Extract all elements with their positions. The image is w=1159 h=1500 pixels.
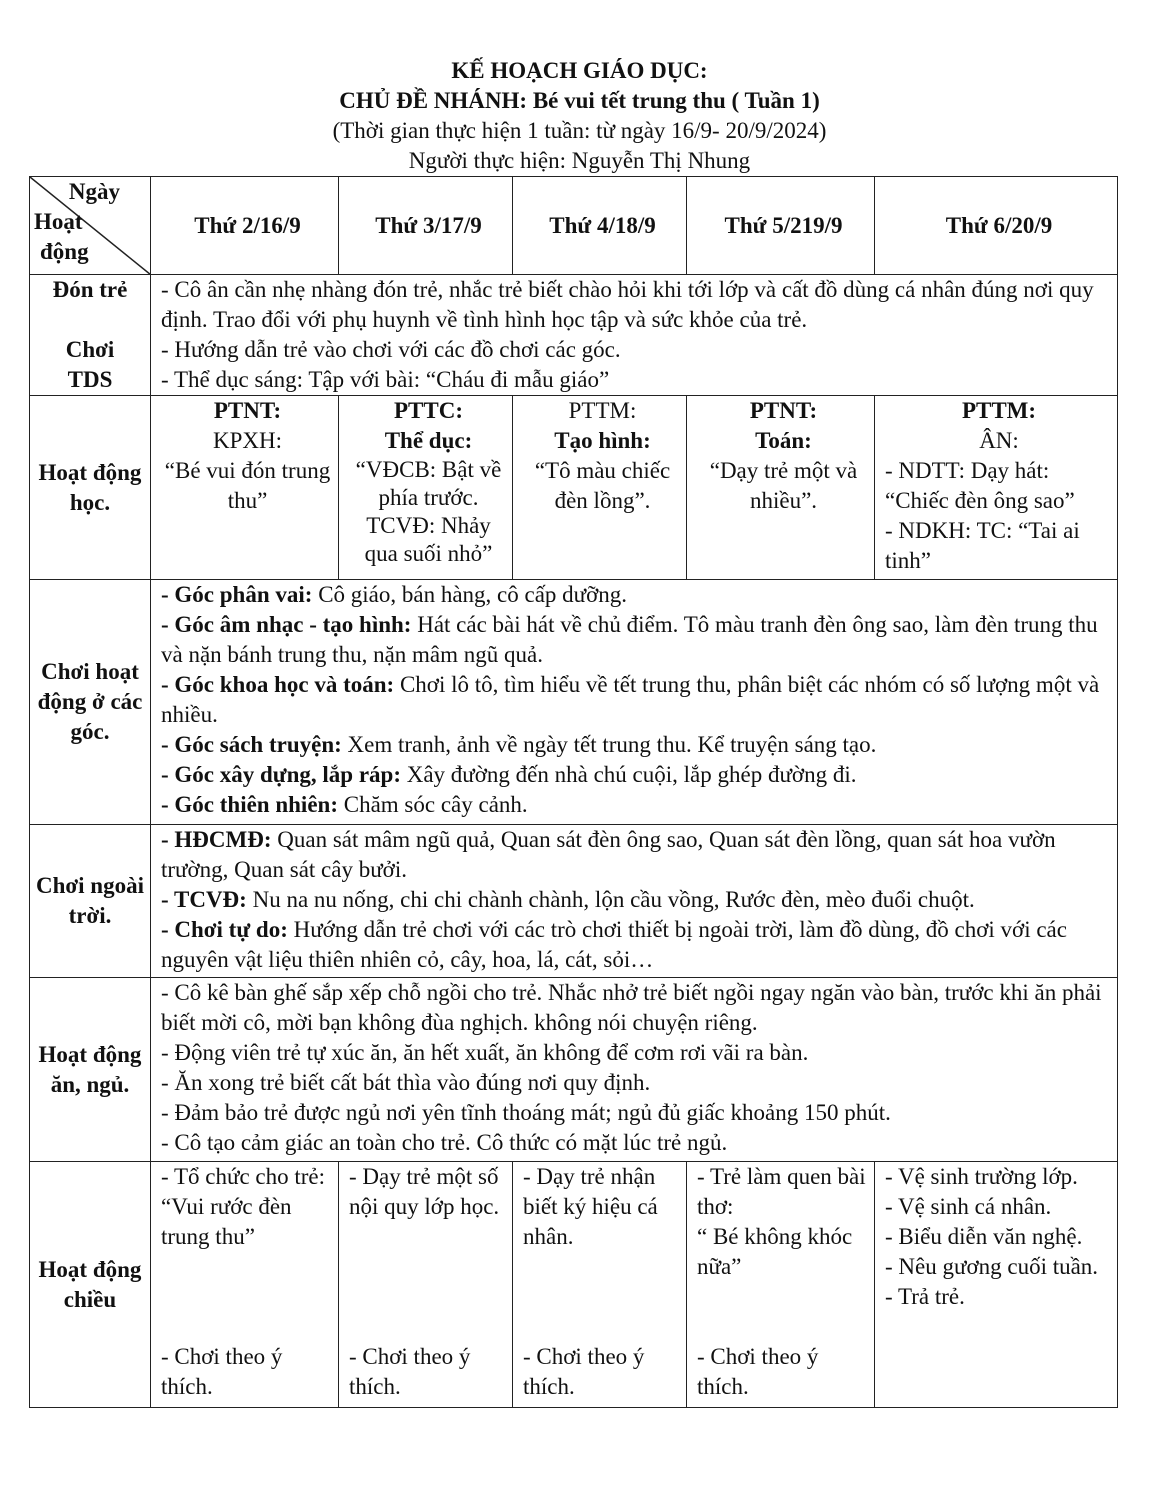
ngoai-troi-item: - Chơi tự do: Hướng dẫn trẻ chơi với các trò chơi thiết bị ngoài trời, làm đồ dùng, đồ chơi với các nguyên vật liệu thiên nhiên cỏ, cây, hoa, lá, cát, sỏi… bbox=[161, 917, 1067, 972]
doc-title: KẾ HOẠCH GIÁO DỤC: bbox=[451, 58, 708, 83]
ngoai-troi-content bbox=[151, 825, 1118, 978]
day-header-wed: Thứ 4/18/9 bbox=[513, 177, 687, 275]
afternoon-mon: - Tổ chức cho trẻ: “Vui rước đèn trung thu” - Chơi theo ý thích. bbox=[151, 1162, 339, 1408]
goc-item: - Góc sách truyện: Xem tranh, ảnh về ngày tết trung thu. Kể truyện sáng tạo. bbox=[161, 732, 877, 757]
afternoon-thu: - Trẻ làm quen bài thơ: “ Bé không khóc nữa” - Chơi theo ý thích. bbox=[687, 1162, 875, 1408]
lesson-thu: PTNT: Toán: “Dạy trẻ một và nhiều”. bbox=[687, 396, 875, 580]
header-row bbox=[30, 177, 1118, 275]
day-header-tue: Thứ 3/17/9 bbox=[339, 177, 513, 275]
row-choi-goc bbox=[30, 580, 1118, 825]
doc-time-range: (Thời gian thực hiện 1 tuần: từ ngày 16/9- 20/9/2024) bbox=[332, 118, 827, 143]
row-label-hoat-dong-hoc: Hoạt động học. bbox=[30, 396, 151, 580]
lesson-tue: PTTC: Thể dục: “VĐCB: Bật về phía trước. TCVĐ: Nhảy qua suối nhỏ” bbox=[339, 396, 513, 580]
row-chieu bbox=[30, 1162, 1118, 1408]
doc-subtitle: CHỦ ĐỀ NHÁNH: Bé vui tết trung thu ( Tuần 1) bbox=[339, 88, 820, 113]
goc-item: - Góc xây dựng, lắp ráp: Xây đường đến nhà chú cuội, lắp ghép đường đi. bbox=[161, 762, 857, 787]
row-label-an-ngu: Hoạt động ăn, ngủ. bbox=[30, 978, 151, 1162]
corner-activity-label-2: động bbox=[40, 239, 89, 264]
ngoai-troi-item: - TCVĐ: Nu na nu nống, chi chi chành chành, lộn cầu vồng, Rước đèn, mèo đuổi chuột. bbox=[161, 887, 975, 912]
afternoon-wed: - Dạy trẻ nhận biết ký hiệu cá nhân. - Chơi theo ý thích. bbox=[513, 1162, 687, 1408]
afternoon-tue: - Dạy trẻ một số nội quy lớp học. - Chơi theo ý thích. bbox=[339, 1162, 513, 1408]
row-hoat-dong-hoc bbox=[30, 396, 1118, 580]
row-label-ngoai-troi: Chơi ngoài trời. bbox=[30, 825, 151, 978]
lesson-fri: PTTM: ÂN: - NDTT: Dạy hát: “Chiếc đèn ông sao” - NDKH: TC: “Tai ai tinh” bbox=[875, 396, 1118, 580]
goc-item: - Góc phân vai: Cô giáo, bán hàng, cô cấp dưỡng. bbox=[161, 582, 628, 607]
choi-goc-content bbox=[151, 580, 1118, 825]
corner-activity-label-1: Hoạt bbox=[34, 209, 83, 234]
day-header-fri: Thứ 6/20/9 bbox=[875, 177, 1118, 275]
corner-day-label: Ngày bbox=[68, 179, 120, 204]
afternoon-fri: - Vệ sinh trường lớp. - Vệ sinh cá nhân. - Biểu diễn văn nghệ. - Nêu gương cuối tuần. - Trả trẻ. bbox=[875, 1162, 1118, 1408]
day-header-mon: Thứ 2/16/9 bbox=[151, 177, 339, 275]
row-ngoai-troi bbox=[30, 825, 1118, 978]
don-tre-content: - Cô ân cần nhẹ nhàng đón trẻ, nhắc trẻ biết chào hỏi khi tới lớp và cất đồ dùng cá nhân đúng nơi quy định. Trao đổi với phụ huynh về tình hình học tập và sức khỏe của trẻ. - Hướng dẫn trẻ vào chơi với các đồ chơi các góc. - Thể dục sáng: Tập với bài: “Cháu đi mẫu giáo” bbox=[151, 275, 1118, 396]
row-label-choi-goc: Chơi hoạt động ở các góc. bbox=[30, 580, 151, 825]
row-label-chieu: Hoạt động chiều bbox=[30, 1162, 151, 1408]
goc-item: - Góc thiên nhiên: Chăm sóc cây cảnh. bbox=[161, 792, 528, 817]
row-label-don-tre: Đón trẻ Chơi TDS bbox=[30, 275, 151, 396]
an-ngu-content: - Cô kê bàn ghế sắp xếp chỗ ngồi cho trẻ. Nhắc nhở trẻ biết ngồi ngay ngăn vào bàn, trước khi ăn phải biết mời cô, mời bạn không đùa nghịch. không nói chuyện riêng. - Động viên trẻ tự xúc ăn, ăn hết xuất, ăn không để cơm rơi vãi ra bàn. - Ăn xong trẻ biết cất bát thìa vào đúng nơi quy định. - Đảm bảo trẻ được ngủ nơi yên tĩnh thoáng mát; ngủ đủ giấc khoảng 150 phút. - Cô tạo cảm giác an toàn cho trẻ. Cô thức có mặt lúc trẻ ngủ. bbox=[151, 978, 1118, 1162]
document-header bbox=[0, 56, 1159, 176]
lesson-mon: PTNT: KPXH: “Bé vui đón trung thu” bbox=[151, 396, 339, 580]
doc-author: Người thực hiện: Nguyễn Thị Nhung bbox=[408, 148, 751, 173]
lesson-wed: PTTM: Tạo hình: “Tô màu chiếc đèn lồng”. bbox=[513, 396, 687, 580]
row-don-tre bbox=[30, 275, 1118, 396]
goc-item: - Góc âm nhạc - tạo hình: Hát các bài hát về chủ điểm. Tô màu tranh đèn ông sao, làm đèn trung thu và nặn bánh trung thu, nặn mâm ngũ quả. bbox=[161, 612, 1098, 667]
ngoai-troi-item: - HĐCMĐ: Quan sát mâm ngũ quả, Quan sát đèn ông sao, Quan sát đèn lồng, quan sát hoa vườn trường, Quan sát cây bưởi. bbox=[161, 827, 1056, 882]
corner-cell bbox=[30, 177, 151, 275]
row-an-ngu bbox=[30, 978, 1118, 1162]
goc-item: - Góc khoa học và toán: Chơi lô tô, tìm hiểu về tết trung thu, phân biệt các nhóm có số lượng một và nhiều. bbox=[161, 672, 1100, 727]
day-header-thu: Thứ 5/219/9 bbox=[687, 177, 875, 275]
schedule-table bbox=[29, 176, 1118, 1408]
